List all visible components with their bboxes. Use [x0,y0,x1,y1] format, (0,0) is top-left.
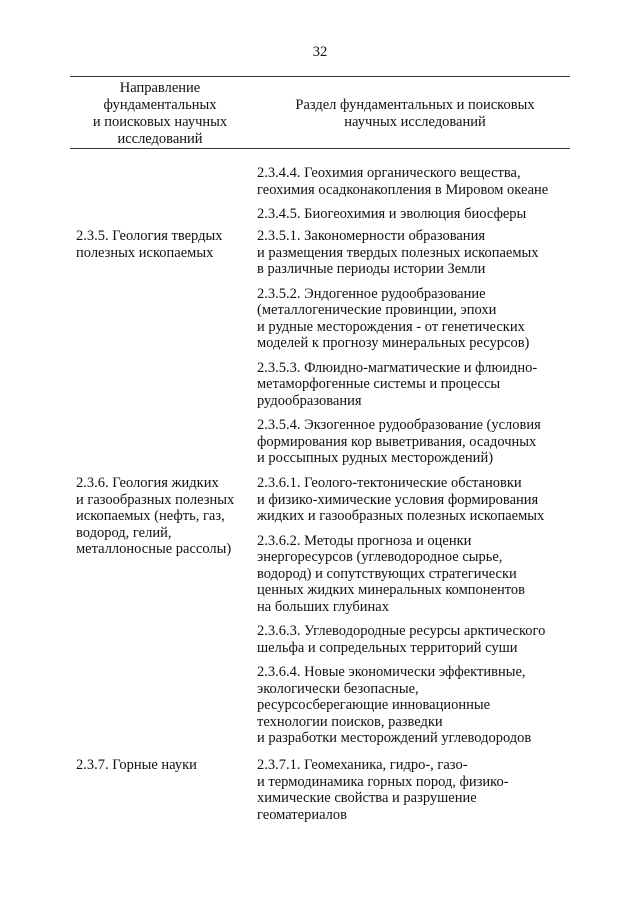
section-item: 2.3.6.4. Новые экономически эффективные, экологически безопасные, ресурсосберегающие инновационные технологии поисков, разведки и разработки месторождений углеводородов [257,664,532,746]
section-cell [257,475,570,755]
section-cell [257,165,570,231]
section-item: 2.3.5.2. Эндогенное рудообразование (металлогенические провинции, эпохи и рудные месторождения - от генетических моделей к прогнозу минеральных ресурсов) [257,285,530,351]
section-item: 2.3.5.1. Закономерности образования и размещения твердых полезных ископаемых в различные периоды истории Земли [257,228,539,277]
section-item: 2.3.6.3. Углеводородные ресурсы арктического шельфа и сопредельных территорий суши [257,623,546,656]
section-item: 2.3.6.1. Геолого-тектонические обстановки и физико-химические условия формирования жидких и газообразных полезных ископаемых [257,475,545,524]
section-item: 2.3.5.4. Экзогенное рудообразование (условия формирования кор выветривания, осадочных и россыпных рудных месторождений) [257,417,541,466]
section-item: 2.3.5.3. Флюидно-магматические и флюидно- метаморфогенные системы и процессы рудообразования [257,359,538,409]
direction-cell: 2.3.5. Геология твердых полезных ископаемых [76,228,223,261]
section-cell [257,228,570,475]
page-number: 32 [312,44,328,60]
section-item: 2.3.4.4. Геохимия органического вещества, геохимия осадконакопления в Мировом океане [257,165,549,198]
table-header-rule [70,148,570,149]
direction-cell: 2.3.6. Геология жидких и газообразных полезных ископаемых (нефть, газ, водород, гелий, металлоносные рассолы) [76,475,235,557]
table-top-rule [70,76,570,77]
header-direction: Направление фундаментальных и поисковых научных исследований [92,80,228,147]
section-item: 2.3.7.1. Геомеханика, гидро-, газо- и термодинамика горных пород, физико- химические свойства и разрушение геоматериалов [257,757,509,823]
section-cell [257,757,570,831]
header-section: Раздел фундаментальных и поисковых научных исследований [295,97,535,130]
direction-cell: 2.3.7. Горные науки [76,757,197,773]
section-item: 2.3.4.5. Биогеохимия и эволюция биосферы [257,206,527,222]
section-item: 2.3.6.2. Методы прогноза и оценки энергоресурсов (углеводородное сырье, водород) и сопутствующих стратегически ценных жидких минеральных компонентов на больших глубинах [257,532,526,615]
